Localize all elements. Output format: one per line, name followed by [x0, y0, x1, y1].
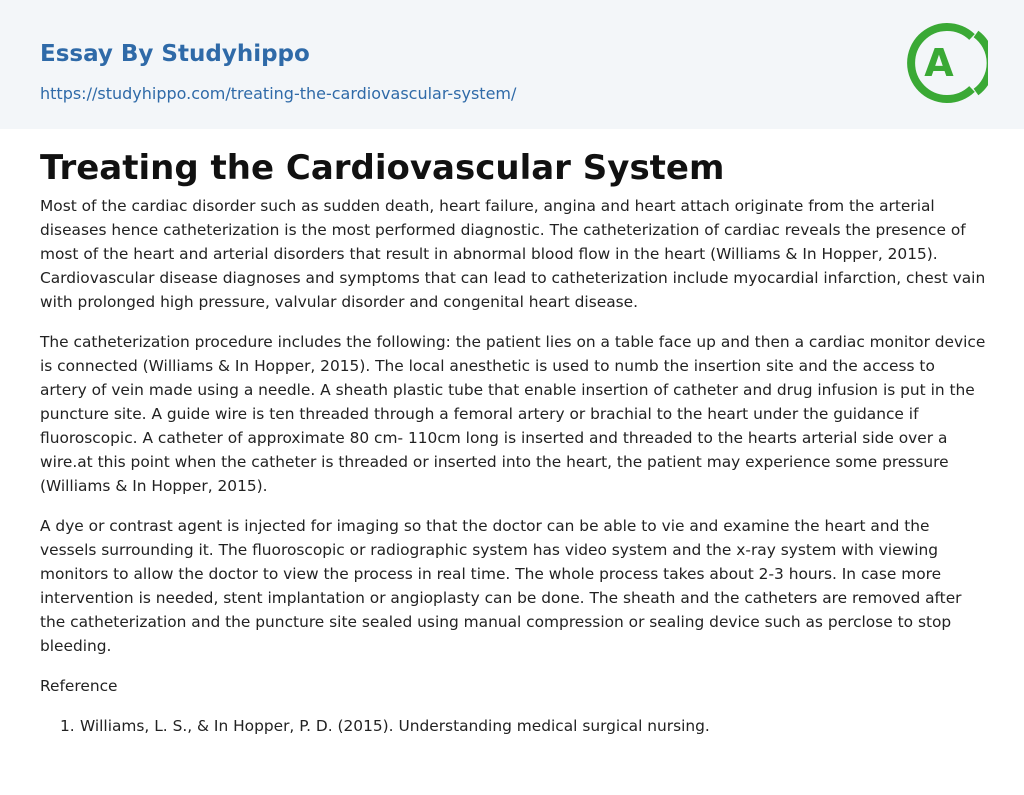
reference-text: Williams, L. S., & In Hopper, P. D. (2015). Understanding medical surgical nursing.: [80, 717, 710, 735]
reference-number: 1.: [60, 717, 75, 735]
reference-list: [40, 714, 986, 738]
logo-letter: A: [924, 41, 954, 85]
article-content: [40, 146, 986, 738]
site-header: [0, 0, 1024, 129]
brand-title[interactable]: Essay By Studyhippo: [40, 41, 310, 67]
page-url-link[interactable]: https://studyhippo.com/treating-the-cardiovascular-system/: [40, 84, 517, 103]
reference-heading: Reference: [40, 677, 118, 695]
article-paragraph-3: A dye or contrast agent is injected for imaging so that the doctor can be able to vie and examine the heart and the vessels surrounding it. The fluoroscopic or radiographic system has video system and the x-ray system with viewing monitors to allow the doctor to view the process in real time. The whole process takes about 2-3 hours. In case more intervention is needed, stent implantation or angioplasty can be done. The sheath and the catheters are removed after the catheterization and the puncture site sealed using manual compression or sealing device such as perclose to stop bleeding.: [40, 517, 962, 655]
reference-item: [40, 714, 986, 738]
article-paragraph-2: The catheterization procedure includes the following: the patient lies on a table face up and then a cardiac monitor device is connected (Williams & In Hopper, 2015). The local anesthetic is used to numb the insertion site and the access to artery of vein made using a needle. A sheath plastic tube that enable insertion of catheter and drug infusion is put in the puncture site. A guide wire is ten threaded through a femoral artery or brachial to the heart under the guidance if fluoroscopic. A catheter of approximate 80 cm- 110cm long is inserted and threaded to the hearts arterial side over a wire.at this point when the catheter is threaded or inserted into the heart, the patient may experience some pressure (Williams & In Hopper, 2015).: [40, 333, 986, 495]
article-paragraph-1: Most of the cardiac disorder such as sudden death, heart failure, angina and heart attach originate from the arterial diseases hence catheterization is the most performed diagnostic. The catheterization of cardiac reveals the presence of most of the heart and arterial disorders that result in abnormal blood flow in the heart (Williams & In Hopper, 2015). Cardiovascular disease diagnoses and symptoms that can lead to catheterization include myocardial infarction, chest vain with prolonged high pressure, valvular disorder and congenital heart disease.: [40, 197, 986, 311]
studyhippo-logo-icon[interactable]: [906, 18, 988, 108]
article-title: Treating the Cardiovascular System: [40, 148, 725, 188]
